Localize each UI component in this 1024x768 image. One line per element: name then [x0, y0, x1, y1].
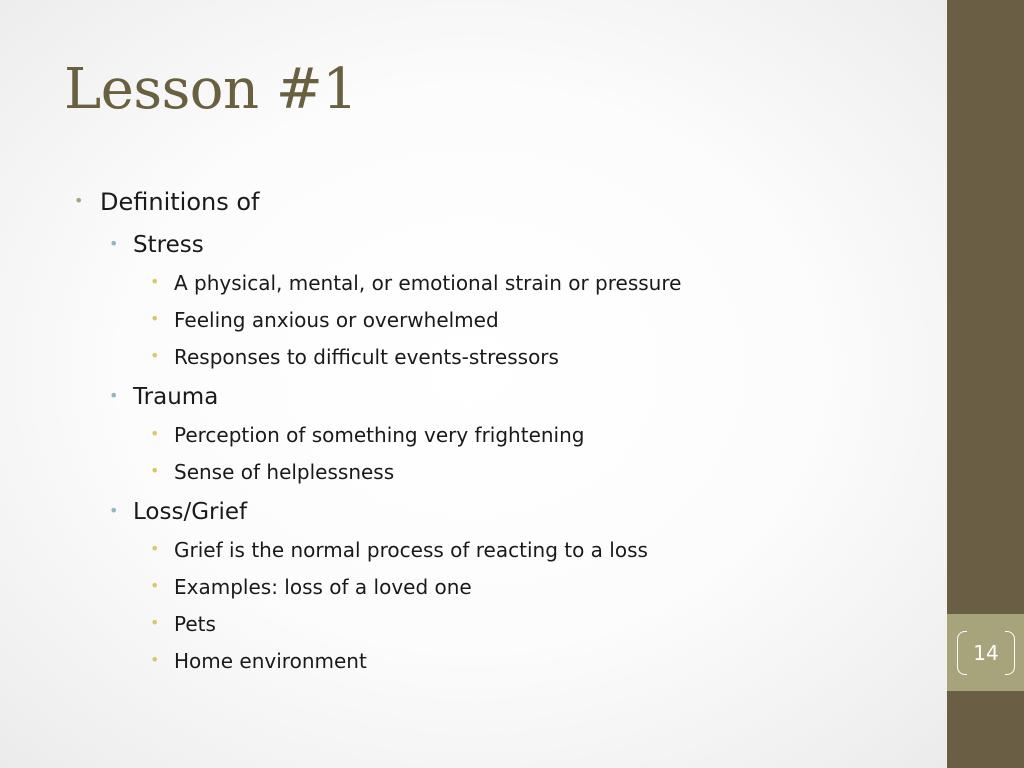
bullet-text: Stress [133, 232, 204, 258]
bullet-dot-icon: • [150, 272, 160, 291]
bullet-pets [150, 612, 216, 636]
bullet-dot-icon: • [109, 386, 119, 405]
bullet-text: Examples: loss of a loved one [174, 575, 472, 599]
bullet-dot-icon: • [150, 424, 160, 443]
bracket-frame-icon [957, 631, 1015, 675]
bullet-perception-frightening [150, 423, 585, 447]
bullet-dot-icon: • [109, 234, 119, 253]
bullet-trauma [109, 384, 219, 410]
page-number: 14 [973, 641, 999, 665]
bullet-dot-icon: • [74, 191, 84, 210]
bullet-dot-icon: • [150, 576, 160, 595]
bullet-text: Perception of something very frightening [174, 423, 585, 447]
bullet-loss-grief [109, 499, 248, 525]
page-number-box [947, 614, 1024, 691]
bullet-text: Sense of helplessness [174, 460, 395, 484]
bullet-text: Home environment [174, 649, 367, 673]
bullet-helplessness [150, 460, 395, 484]
bullet-text: Feeling anxious or overwhelmed [174, 308, 499, 332]
bullet-text: A physical, mental, or emotional strain or pressure [174, 271, 682, 295]
bullet-text: Trauma [133, 384, 219, 410]
bullet-home-environment [150, 649, 367, 673]
slide-title: Lesson #1 [64, 57, 358, 122]
bullet-text: Definitions of [100, 188, 260, 216]
bullet-definitions-of [74, 188, 260, 216]
bullet-dot-icon: • [150, 309, 160, 328]
bullet-dot-icon: • [150, 613, 160, 632]
bullet-dot-icon: • [150, 346, 160, 365]
bullet-text: Grief is the normal process of reacting to a loss [174, 538, 648, 562]
bullet-feeling-anxious [150, 308, 499, 332]
bullet-grief-normal-process [150, 538, 648, 562]
bullet-dot-icon: • [150, 461, 160, 480]
bullet-text: Responses to difficult events-stressors [174, 345, 559, 369]
bullet-dot-icon: • [150, 650, 160, 669]
bullet-examples-loved-one [150, 575, 472, 599]
bullet-dot-icon: • [150, 539, 160, 558]
bullet-dot-icon: • [109, 501, 119, 520]
bullet-stress [109, 232, 204, 258]
bullet-physical-mental-emotional [150, 271, 682, 295]
bullet-text: Pets [174, 612, 216, 636]
bullet-responses-stressors [150, 345, 559, 369]
bullet-text: Loss/Grief [133, 499, 248, 525]
